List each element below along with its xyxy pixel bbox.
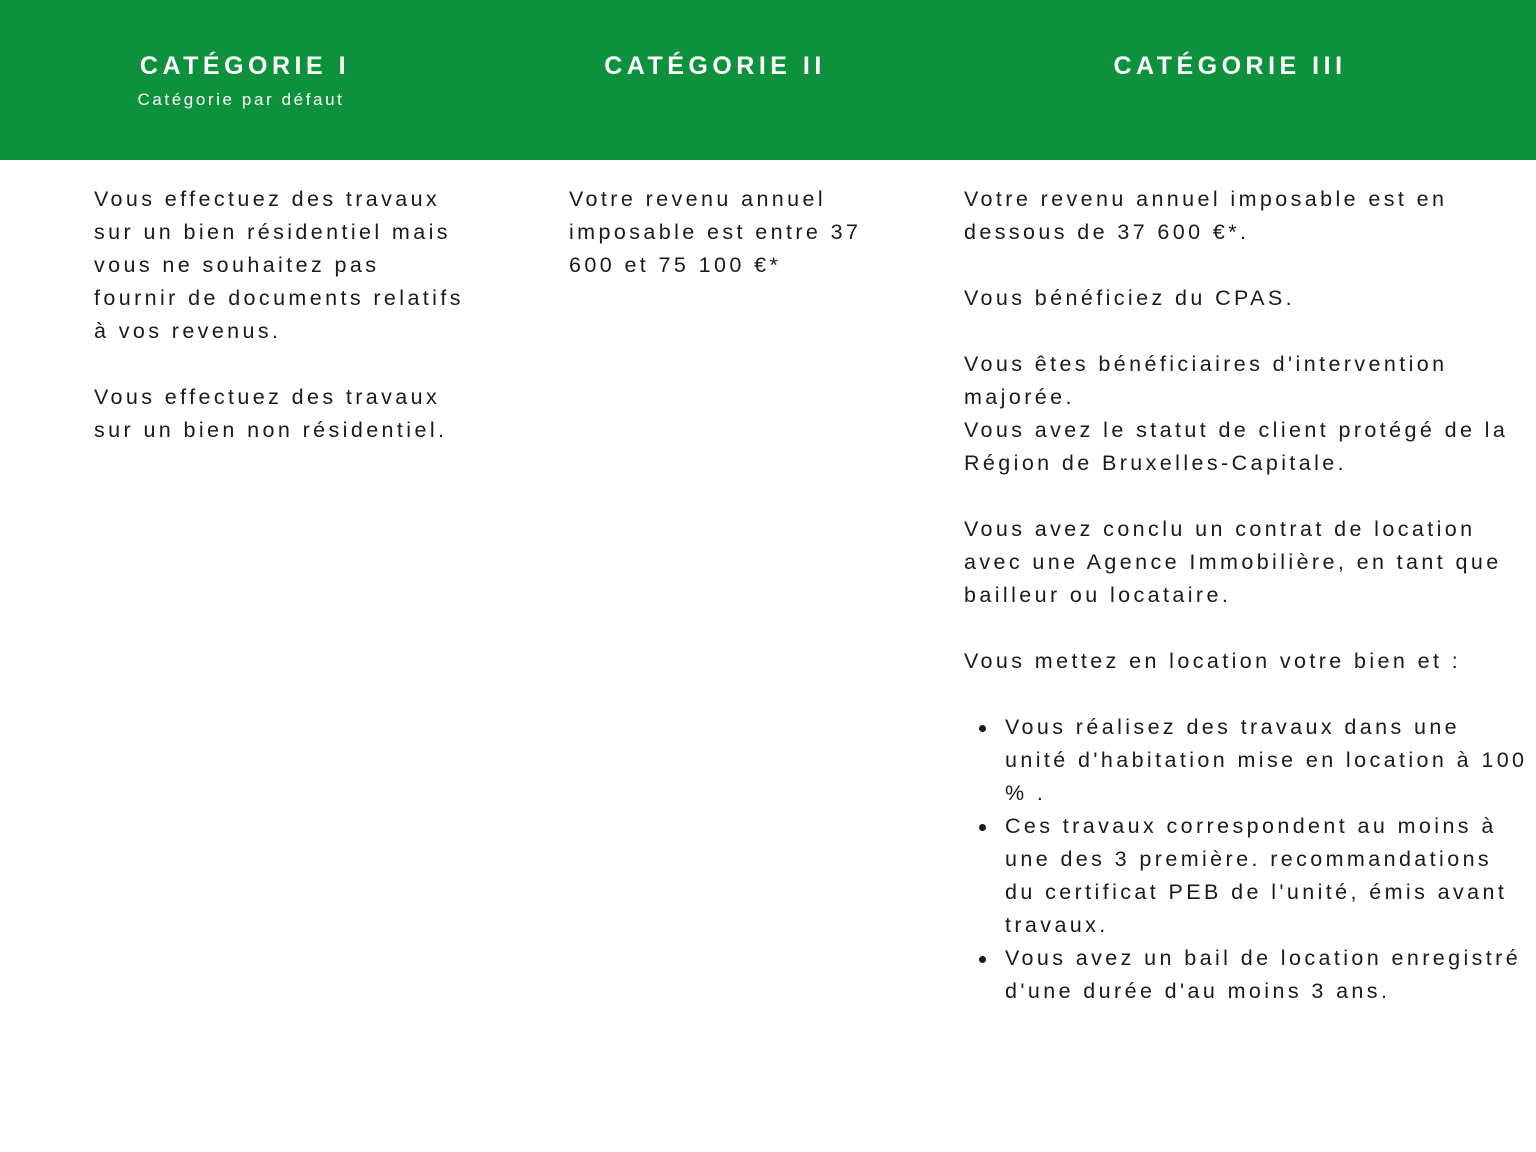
category-1-subtitle: Catégorie par défaut [137,90,345,109]
category-1-body [94,183,466,447]
category-2-title: CATÉGORIE II [604,52,826,80]
category-2-body [569,183,914,282]
category-1-title: CATÉGORIE I [139,52,351,80]
category-3-paragraph: Vous avez conclu un contrat de location avec une Agence Immobilière, en tant que bailleur ou locataire. [964,517,1502,607]
list-item: Vous réalisez des travaux dans une unité d'habitation mise en location à 100 % . [964,711,1532,810]
list-item: Vous avez un bail de location enregistré d'une durée d'au moins 3 ans. [964,942,1532,1008]
category-3-paragraph: Vous êtes bénéficiaires d'intervention majorée. [964,352,1448,409]
category-1-paragraph: Vous effectuez des travaux sur un bien non résidentiel. [94,385,448,442]
list-item: Ces travaux correspondent au moins à une des 3 première. recommandations du certificat PEB de l'unité, émis avant travaux. [964,810,1532,942]
category-3-paragraph: Votre revenu annuel imposable est en dessous de 37 600 €*. [964,187,1448,244]
category-3-paragraph: Vous bénéficiez du CPAS. [964,286,1295,310]
category-1-paragraph: Vous effectuez des travaux sur un bien résidentiel mais vous ne souhaitez pas fournir de documents relatifs à vos revenus. [94,187,464,343]
category-3-title: CATÉGORIE III [1113,52,1347,80]
category-3-paragraph: Vous avez le statut de client protégé de la Région de Bruxelles-Capitale. [964,418,1509,475]
category-header-band [0,0,1536,160]
category-3-paragraph: Vous mettez en location votre bien et : [964,649,1462,673]
category-2-paragraph: Votre revenu annuel imposable est entre 37 600 et 75 100 €* [569,187,862,277]
category-3-bullet-list [964,711,1532,1008]
category-3-body [964,183,1532,1008]
